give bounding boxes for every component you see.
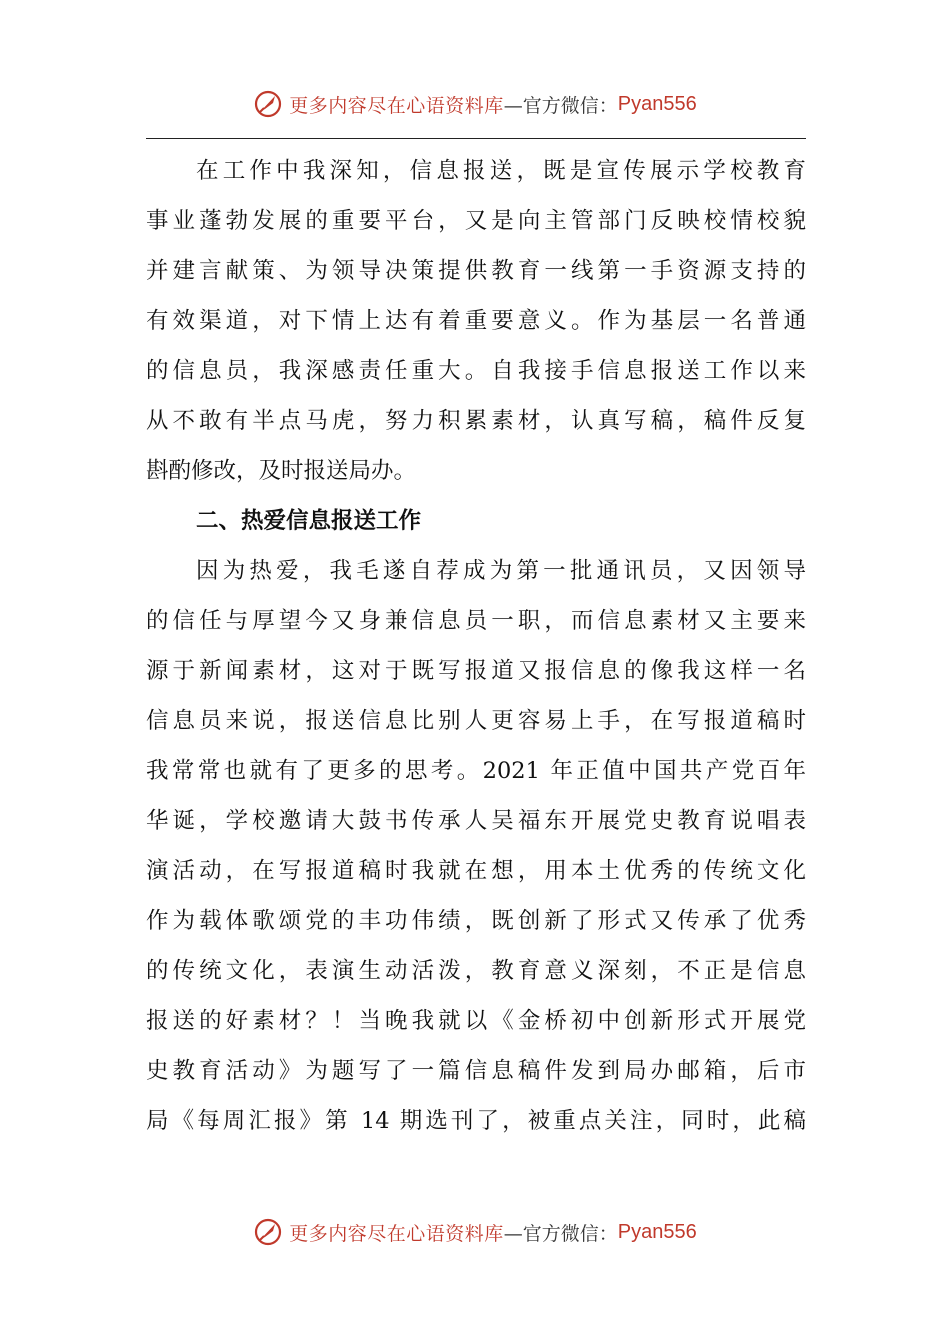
paragraph-line: 斟酌修改，及时报送局办。 bbox=[146, 458, 417, 484]
brand-wechat-label: —官方微信： bbox=[503, 1222, 618, 1245]
paragraph-line: 报送的好素材？！当晚我就以《金桥初中创新形式开展党 bbox=[146, 1008, 806, 1034]
header-brand bbox=[0, 84, 950, 124]
brand-title: 更多内容尽在心语资料库 bbox=[289, 94, 504, 117]
document-body bbox=[146, 146, 806, 1146]
paragraph-line: 局《每周汇报》第 14 期选刊了，被重点关注，同时，此稿 bbox=[146, 1108, 806, 1134]
paragraph-line: 的传统文化，表演生动活泼，教育意义深刻，不正是信息 bbox=[146, 958, 806, 984]
brand-wechat-id: Pyan556 bbox=[617, 92, 697, 115]
paragraph-line: 的信任与厚望今又身兼信息员一职，而信息素材又主要来 bbox=[146, 608, 806, 634]
paragraph-line: 源于新闻素材，这对于既写报道又报信息的像我这样一名 bbox=[146, 658, 806, 684]
paragraph-line: 作为载体歌颂党的丰功伟绩，既创新了形式又传承了优秀 bbox=[146, 908, 806, 934]
paragraph-line: 有效渠道，对下情上达有着重要意义。作为基层一名普通 bbox=[146, 308, 806, 334]
paragraph-line: 在工作中我深知，信息报送，既是宣传展示学校教育 bbox=[196, 158, 806, 184]
section-heading: 二、热爱信息报送工作 bbox=[196, 508, 422, 534]
paragraph-line: 信息员来说，报送信息比别人更容易上手，在写报道稿时 bbox=[146, 708, 806, 734]
footer-brand bbox=[0, 1212, 950, 1252]
paragraph-line: 因为热爱，我毛遂自荐成为第一批通讯员，又因领导 bbox=[196, 558, 806, 584]
header-divider bbox=[146, 138, 806, 139]
brand-wechat-label: —官方微信： bbox=[503, 94, 618, 117]
paragraph-line: 从不敢有半点马虎，努力积累素材，认真写稿，稿件反复 bbox=[146, 408, 806, 434]
paragraph-line: 并建言献策、为领导决策提供教育一线第一手资源支持的 bbox=[146, 258, 806, 284]
quill-circle-logo-icon bbox=[253, 1217, 283, 1247]
brand-wechat-id: Pyan556 bbox=[617, 1220, 697, 1243]
paragraph-line: 事业蓬勃发展的重要平台，又是向主管部门反映校情校貌 bbox=[146, 208, 806, 234]
paragraph-line: 的信息员，我深感责任重大。自我接手信息报送工作以来 bbox=[146, 358, 806, 384]
paragraph-line: 演活动，在写报道稿时我就在想，用本土优秀的传统文化 bbox=[146, 858, 806, 884]
paragraph-line: 华诞，学校邀请大鼓书传承人吴福东开展党史教育说唱表 bbox=[146, 808, 806, 834]
paragraph-line: 我常常也就有了更多的思考。2021 年正值中国共产党百年 bbox=[146, 758, 806, 784]
quill-circle-logo-icon bbox=[253, 89, 283, 119]
brand-title: 更多内容尽在心语资料库 bbox=[289, 1222, 504, 1245]
paragraph-line: 史教育活动》为题写了一篇信息稿件发到局办邮箱，后市 bbox=[146, 1058, 806, 1084]
